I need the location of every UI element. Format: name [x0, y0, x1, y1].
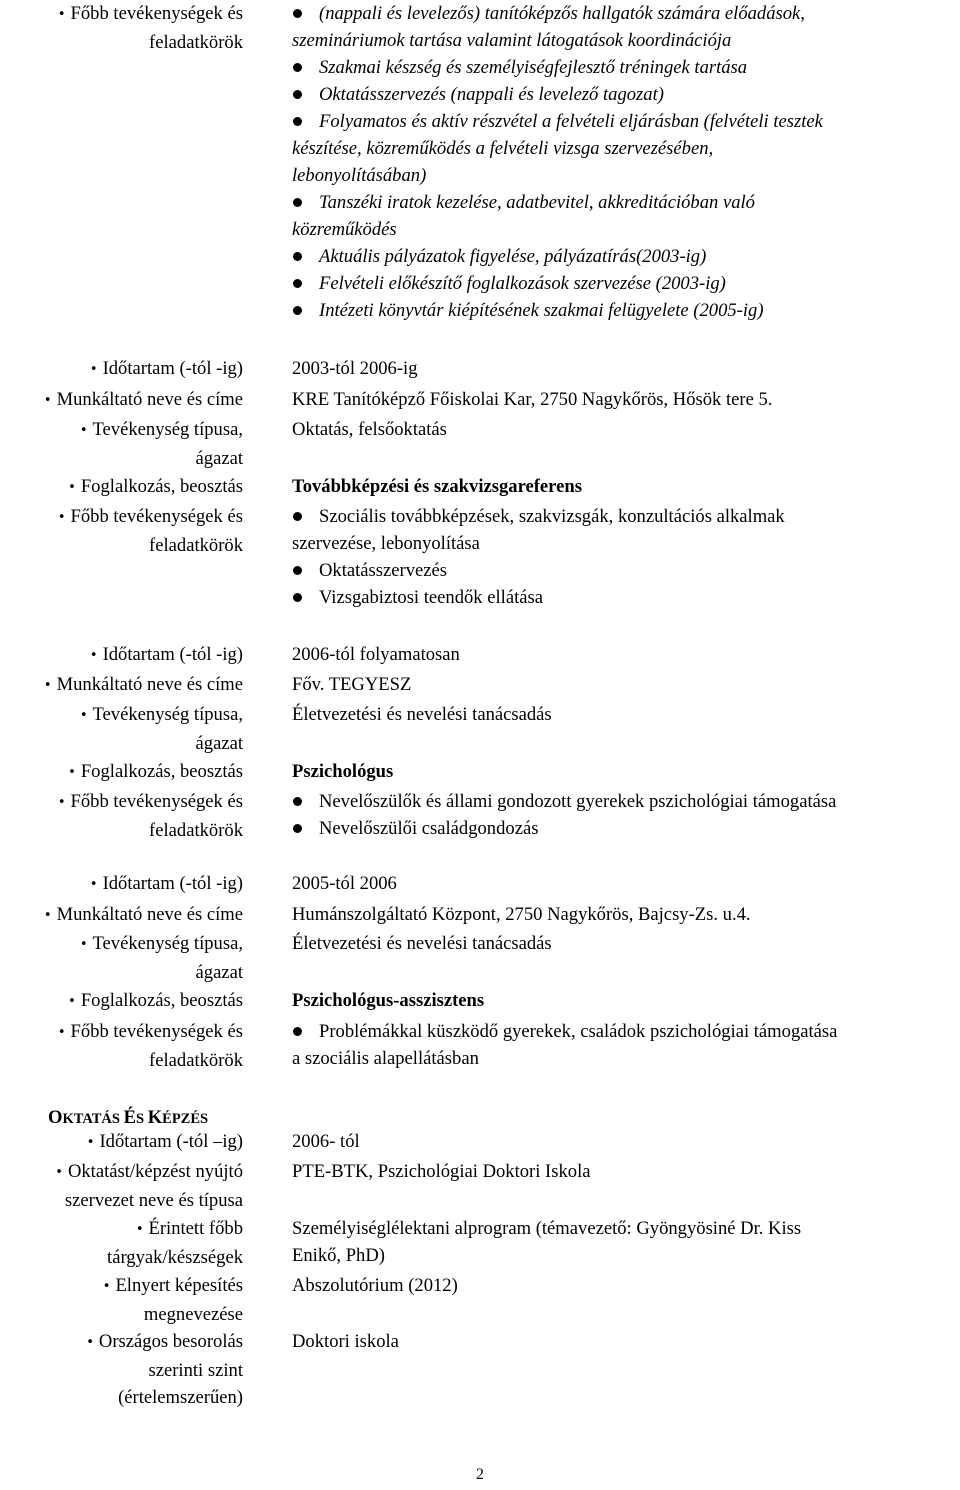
job3-position: Pszichológus-asszisztens: [292, 990, 485, 1011]
tasks-label: [0, 0, 243, 56]
bullet-icon: •: [89, 362, 98, 377]
edu-subjects: Személyiséglélektani alprogram (témavezető: Gyöngyösiné Dr. Kiss Enikő, PhD): [292, 1218, 802, 1266]
list-item: Aktuális pályázatok figyelése, pályázatírás(2003-ig): [292, 243, 960, 270]
edu-qualification: Abszolutórium (2012): [292, 1275, 458, 1296]
bullet-icon: •: [79, 937, 88, 952]
tasks-label-line2: feladatkörök: [149, 32, 243, 53]
edu-level: Doktori iskola: [292, 1331, 399, 1352]
list-item: Szociális továbbképzések, szakvizsgák, konzultációs alkalmak szervezése, lebonyolítása: [292, 506, 785, 554]
bullet-icon: [293, 824, 302, 833]
bullet-icon: [293, 593, 302, 602]
bullet-icon: •: [89, 877, 98, 892]
list-item: Felvételi előkészítő foglalkozások szervezése (2003-ig): [292, 270, 960, 297]
bullet-icon: [293, 1027, 302, 1036]
job2-employer: Főv. TEGYESZ: [292, 674, 412, 695]
bullet-icon: [293, 198, 302, 207]
list-item: Folyamatos és aktív részvétel a felvételi eljárásban (felvételi tesztek készítése, közreműködés a felvételi vizsga szervezésében, lebonyolításában): [292, 111, 823, 186]
job1-position: Továbbképzési és szakvizsgareferens: [292, 476, 582, 497]
job1-tasks: [292, 503, 960, 611]
employer-label: • Munkáltató neve és címe: [43, 674, 243, 695]
tasks-label: • Főbb tevékenységek és feladatkörök: [57, 1021, 243, 1071]
tasks-label-line1: Főbb tevékenységek és: [70, 3, 243, 24]
bullet-icon: •: [57, 1025, 66, 1040]
list-item: Szakmai készség és személyiségfejlesztő tréningek tartása: [292, 54, 960, 81]
activity-label: • Tevékenység típusa, ágazat: [79, 933, 243, 983]
bullet-icon: •: [57, 7, 66, 22]
bullet-icon: [293, 512, 302, 521]
bullet-icon: •: [57, 510, 66, 525]
bullet-icon: [293, 797, 302, 806]
employer-label: • Munkáltató neve és címe: [43, 904, 243, 925]
bullet-icon: •: [79, 423, 88, 438]
bullet-icon: •: [135, 1222, 144, 1237]
bullet-icon: [293, 279, 302, 288]
list-item: (nappali és levelezős) tanítóképzős hallgatók számára előadások, szemináriumok tartása valamint látogatások koordinációja: [292, 3, 805, 51]
edu-duration: 2006- tól: [292, 1131, 360, 1152]
list-item: Nevelőszülői családgondozás: [292, 815, 960, 842]
list-item: Oktatásszervezés (nappali és levelező tagozat): [292, 81, 960, 108]
tasks-label: • Főbb tevékenységek és feladatkörök: [57, 506, 243, 556]
bullet-icon: [293, 306, 302, 315]
bullet-icon: [293, 252, 302, 261]
page-number: 2: [476, 1466, 484, 1483]
list-item: Nevelőszülők és állami gondozott gyerekek pszichológiai támogatása: [292, 788, 960, 815]
tasks-list-prev: [292, 0, 960, 324]
bullet-icon: •: [43, 393, 52, 408]
job2-tasks: [292, 788, 960, 842]
bullet-icon: •: [89, 648, 98, 663]
position-label: • Foglalkozás, beosztás: [68, 990, 243, 1011]
bullet-icon: •: [68, 994, 76, 1009]
job1-activity: Oktatás, felsőoktatás: [292, 419, 447, 440]
bullet-icon: [293, 63, 302, 72]
employer-label: • Munkáltató neve és címe: [43, 389, 243, 410]
bullet-icon: •: [68, 480, 76, 495]
list-item: Vizsgabiztosi teendők ellátása: [292, 584, 960, 611]
edu-institution-label: • Oktatást/képzést nyújtó szervezet neve és típusa: [55, 1161, 243, 1211]
bullet-icon: •: [86, 1135, 95, 1150]
bullet-icon: [293, 117, 302, 126]
bullet-icon: •: [68, 765, 76, 780]
bullet-icon: [293, 90, 302, 99]
job3-duration: 2005-tól 2006: [292, 873, 397, 894]
bullet-icon: •: [57, 795, 66, 810]
bullet-icon: •: [43, 678, 52, 693]
list-item: Oktatásszervezés: [292, 557, 960, 584]
list-item: Problémákkal küszködő gyerekek, családok pszichológiai támogatása a szociális alapellátásban: [292, 1021, 838, 1069]
bullet-icon: [293, 566, 302, 575]
job3-tasks: [292, 1018, 960, 1072]
job1-employer: KRE Tanítóképző Főiskolai Kar, 2750 Nagykőrös, Hősök tere 5.: [292, 389, 773, 410]
activity-label: • Tevékenység típusa, ágazat: [79, 419, 243, 469]
job2-activity: Életvezetési és nevelési tanácsadás: [292, 704, 552, 725]
job2-duration: 2006-tól folyamatosan: [292, 644, 460, 665]
duration-label: • Időtartam (-tól -ig): [89, 358, 243, 379]
bullet-icon: •: [102, 1279, 111, 1294]
duration-label: • Időtartam (-tól -ig): [89, 873, 243, 894]
bullet-icon: •: [55, 1165, 63, 1180]
bullet-icon: •: [43, 908, 52, 923]
bullet-icon: [293, 9, 302, 18]
edu-subjects-label: • Érintett főbb tárgyak/készségek: [107, 1218, 243, 1268]
position-label: • Foglalkozás, beosztás: [68, 761, 243, 782]
bullet-icon: •: [86, 1335, 94, 1350]
job1-duration: 2003-tól 2006-ig: [292, 358, 418, 379]
duration-label: • Időtartam (-tól -ig): [89, 644, 243, 665]
education-heading: OKTATÁS ÉS KÉPZÉS: [48, 1107, 209, 1128]
edu-qualification-label: • Elnyert képesítés megnevezése: [102, 1275, 243, 1325]
bullet-icon: •: [79, 708, 88, 723]
edu-level-label: • Országos besorolás szerinti szint (értelemszerűen): [86, 1331, 243, 1408]
activity-label: • Tevékenység típusa, ágazat: [79, 704, 243, 754]
edu-duration-label: • Időtartam (-tól –ig): [86, 1131, 243, 1152]
edu-institution: PTE-BTK, Pszichológiai Doktori Iskola: [292, 1161, 591, 1182]
job3-activity: Életvezetési és nevelési tanácsadás: [292, 933, 552, 954]
list-item: Intézeti könyvtár kiépítésének szakmai felügyelete (2005-ig): [292, 297, 960, 324]
tasks-label: • Főbb tevékenységek és feladatkörök: [57, 791, 243, 841]
position-label: • Foglalkozás, beosztás: [68, 476, 243, 497]
job2-position: Pszichológus: [292, 761, 394, 782]
list-item: Tanszéki iratok kezelése, adatbevitel, akkreditációban való közreműködés: [292, 192, 755, 240]
job3-employer: Humánszolgáltató Központ, 2750 Nagykőrös, Bajcsy-Zs. u.4.: [292, 904, 751, 925]
